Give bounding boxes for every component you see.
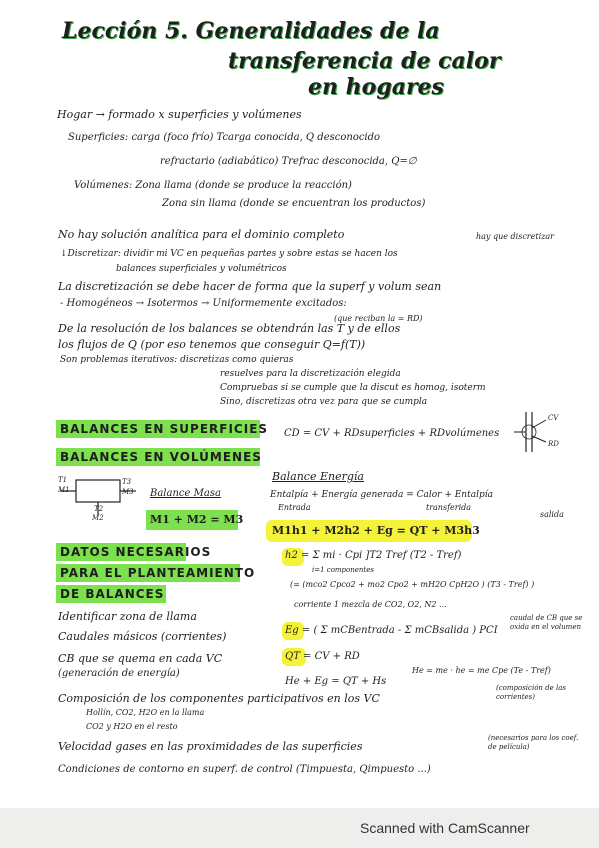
homogeneos-line: - Homogéneos → Isotermos → Uniformemente excitados: xyxy=(60,298,347,309)
eg-equation: Eg = ( Σ mCBentrada - Σ mCBsalida ) PCI xyxy=(285,625,498,636)
rd-label: RD xyxy=(548,440,559,448)
composicion-sub-resto: CO2 y H2O en el resto xyxy=(86,722,178,731)
t3-label: T3 xyxy=(122,478,132,486)
salida-word: salida xyxy=(540,510,564,519)
reciban-note: (que reciban la = RD) xyxy=(334,314,423,323)
discretizar-line: ↓Discretizar: dividir mi VC en pequeñas partes y sobre estas se hacen los xyxy=(60,249,398,259)
hay-que-note: hay que discretizar xyxy=(476,232,554,241)
datos-item-cb-note: (generación de energía) xyxy=(58,668,180,679)
camscanner-watermark: Scanned with CamScanner xyxy=(360,820,530,836)
balances-volumenes-label: BALANCES EN VOLÚMENES xyxy=(60,450,262,464)
balance-masa-equation: M1 + M2 = M3 xyxy=(150,513,244,526)
datos-item-composicion: Composición de los componentes participativos en los VC xyxy=(58,692,380,705)
he-equation: He + Eg = QT + Hs xyxy=(285,676,387,687)
no-solucion-line: No hay solución analítica para el dominio completo xyxy=(58,228,345,241)
balance-masa-title: Balance Masa xyxy=(150,488,221,499)
caudal-note: caudal de CB que se oxida en el volumen xyxy=(510,614,583,631)
m3-label: M3 xyxy=(122,488,134,496)
transferida-word: transferida xyxy=(426,503,472,512)
balances-superficies-label: BALANCES EN SUPERFICIES xyxy=(60,422,269,436)
datos-item-llama: Identificar zona de llama xyxy=(58,610,197,623)
iterativos-line1: Son problemas iterativos: discretizas como quieras xyxy=(60,355,294,365)
lesson-title-line2: transferencia de calor xyxy=(228,48,501,74)
m2-label: M2 xyxy=(92,514,104,522)
lesson-title-line3: en hogares xyxy=(308,74,444,100)
h2-expansion: (= (mco2 Cpco2 + mo2 Cpo2 + mH2O CpH2O ) (T3 - Tref) ) xyxy=(290,580,535,589)
iterativos-line3: Compruebas si se cumple que la discut es homog, isoterm xyxy=(220,383,486,393)
hogar-definition: Hogar → formado x superficies y volúmenes xyxy=(57,108,302,121)
cv-label: CV xyxy=(548,414,559,422)
balance-energia-title: Balance Energía xyxy=(272,470,364,483)
balances-line: balances superficiales y volumétricos xyxy=(116,264,287,274)
lesson-title-line1: Lección 5. Generalidades de la xyxy=(62,18,440,44)
flujos-line: los flujos de Q (por eso tenemos que conseguir Q=f(T)) xyxy=(58,338,366,351)
entalpia-line: Entalpía + Energía generada = Calor + Entalpía xyxy=(270,490,493,500)
composicion-note: (composición de las corrientes) xyxy=(496,684,566,701)
t1-label: T1 xyxy=(58,476,68,484)
refractario-line: refractario (adiabático) Trefrac desconocida, Q=∅ xyxy=(160,156,417,167)
resolucion-line: De la resolución de los balances se obtendrán las T y de ellos xyxy=(58,322,401,335)
he-definition: He = me · he = me Cpe (Te - Tref) xyxy=(412,666,551,675)
sin-llama-line: Zona sin llama (donde se encuentran los productos) xyxy=(162,198,426,209)
wall-flux-sketch xyxy=(508,408,568,456)
iterativos-line2: resuelves para la discretización elegida xyxy=(220,369,401,379)
datos-item-contorno: Condiciones de contorno en superf. de control (Timpuesta, Qimpuesto ...) xyxy=(58,764,431,775)
h2-sum-index: i=1 componentes xyxy=(312,566,374,574)
h2-equation: h2 = Σ mi · Cpi ]T2 Tref (T2 - Tref) xyxy=(285,550,462,561)
volumenes-line: Volúmenes: Zona llama (donde se produce la reacción) xyxy=(74,180,352,191)
iterativos-line4: Sino, discretizas otra vez para que se cumpla xyxy=(220,397,428,407)
m1-label: M1 xyxy=(58,486,70,494)
datos-item-cb: CB que se quema en cada VC xyxy=(58,652,223,665)
datos-item-velocidad: Velocidad gases en las proximidades de las superficies xyxy=(58,740,363,753)
balance-energia-equation: M1h1 + M2h2 + Eg = QT + M3h3 xyxy=(272,524,480,537)
cd-equation: CD = CV + RDsuperficies + RDvolúmenes xyxy=(284,428,500,439)
superficies-line: Superficies: carga (foco frío) Tcarga conocida, Q desconocido xyxy=(68,132,381,143)
datos-label-1: DATOS NECESARIOS xyxy=(60,545,212,559)
velocidad-note: (necesarios para los coef. de película) xyxy=(488,734,579,751)
qt-equation: QT = CV + RD xyxy=(285,651,360,662)
forma-line: La discretización se debe hacer de forma que la superf y volum sean xyxy=(58,280,442,293)
datos-label-2: PARA EL PLANTEAMIENTO xyxy=(60,566,256,580)
t2-label: T2 xyxy=(94,505,104,513)
composicion-sub-llama: Hollín, CO2, H2O en la llama xyxy=(86,708,205,717)
corriente-line: corriente 1 mezcla de CO2, O2, N2 ... xyxy=(294,600,447,609)
datos-item-caudales: Caudales másicos (corrientes) xyxy=(58,630,227,643)
entrada-word: Entrada xyxy=(278,503,311,512)
datos-label-3: DE BALANCES xyxy=(60,587,165,601)
